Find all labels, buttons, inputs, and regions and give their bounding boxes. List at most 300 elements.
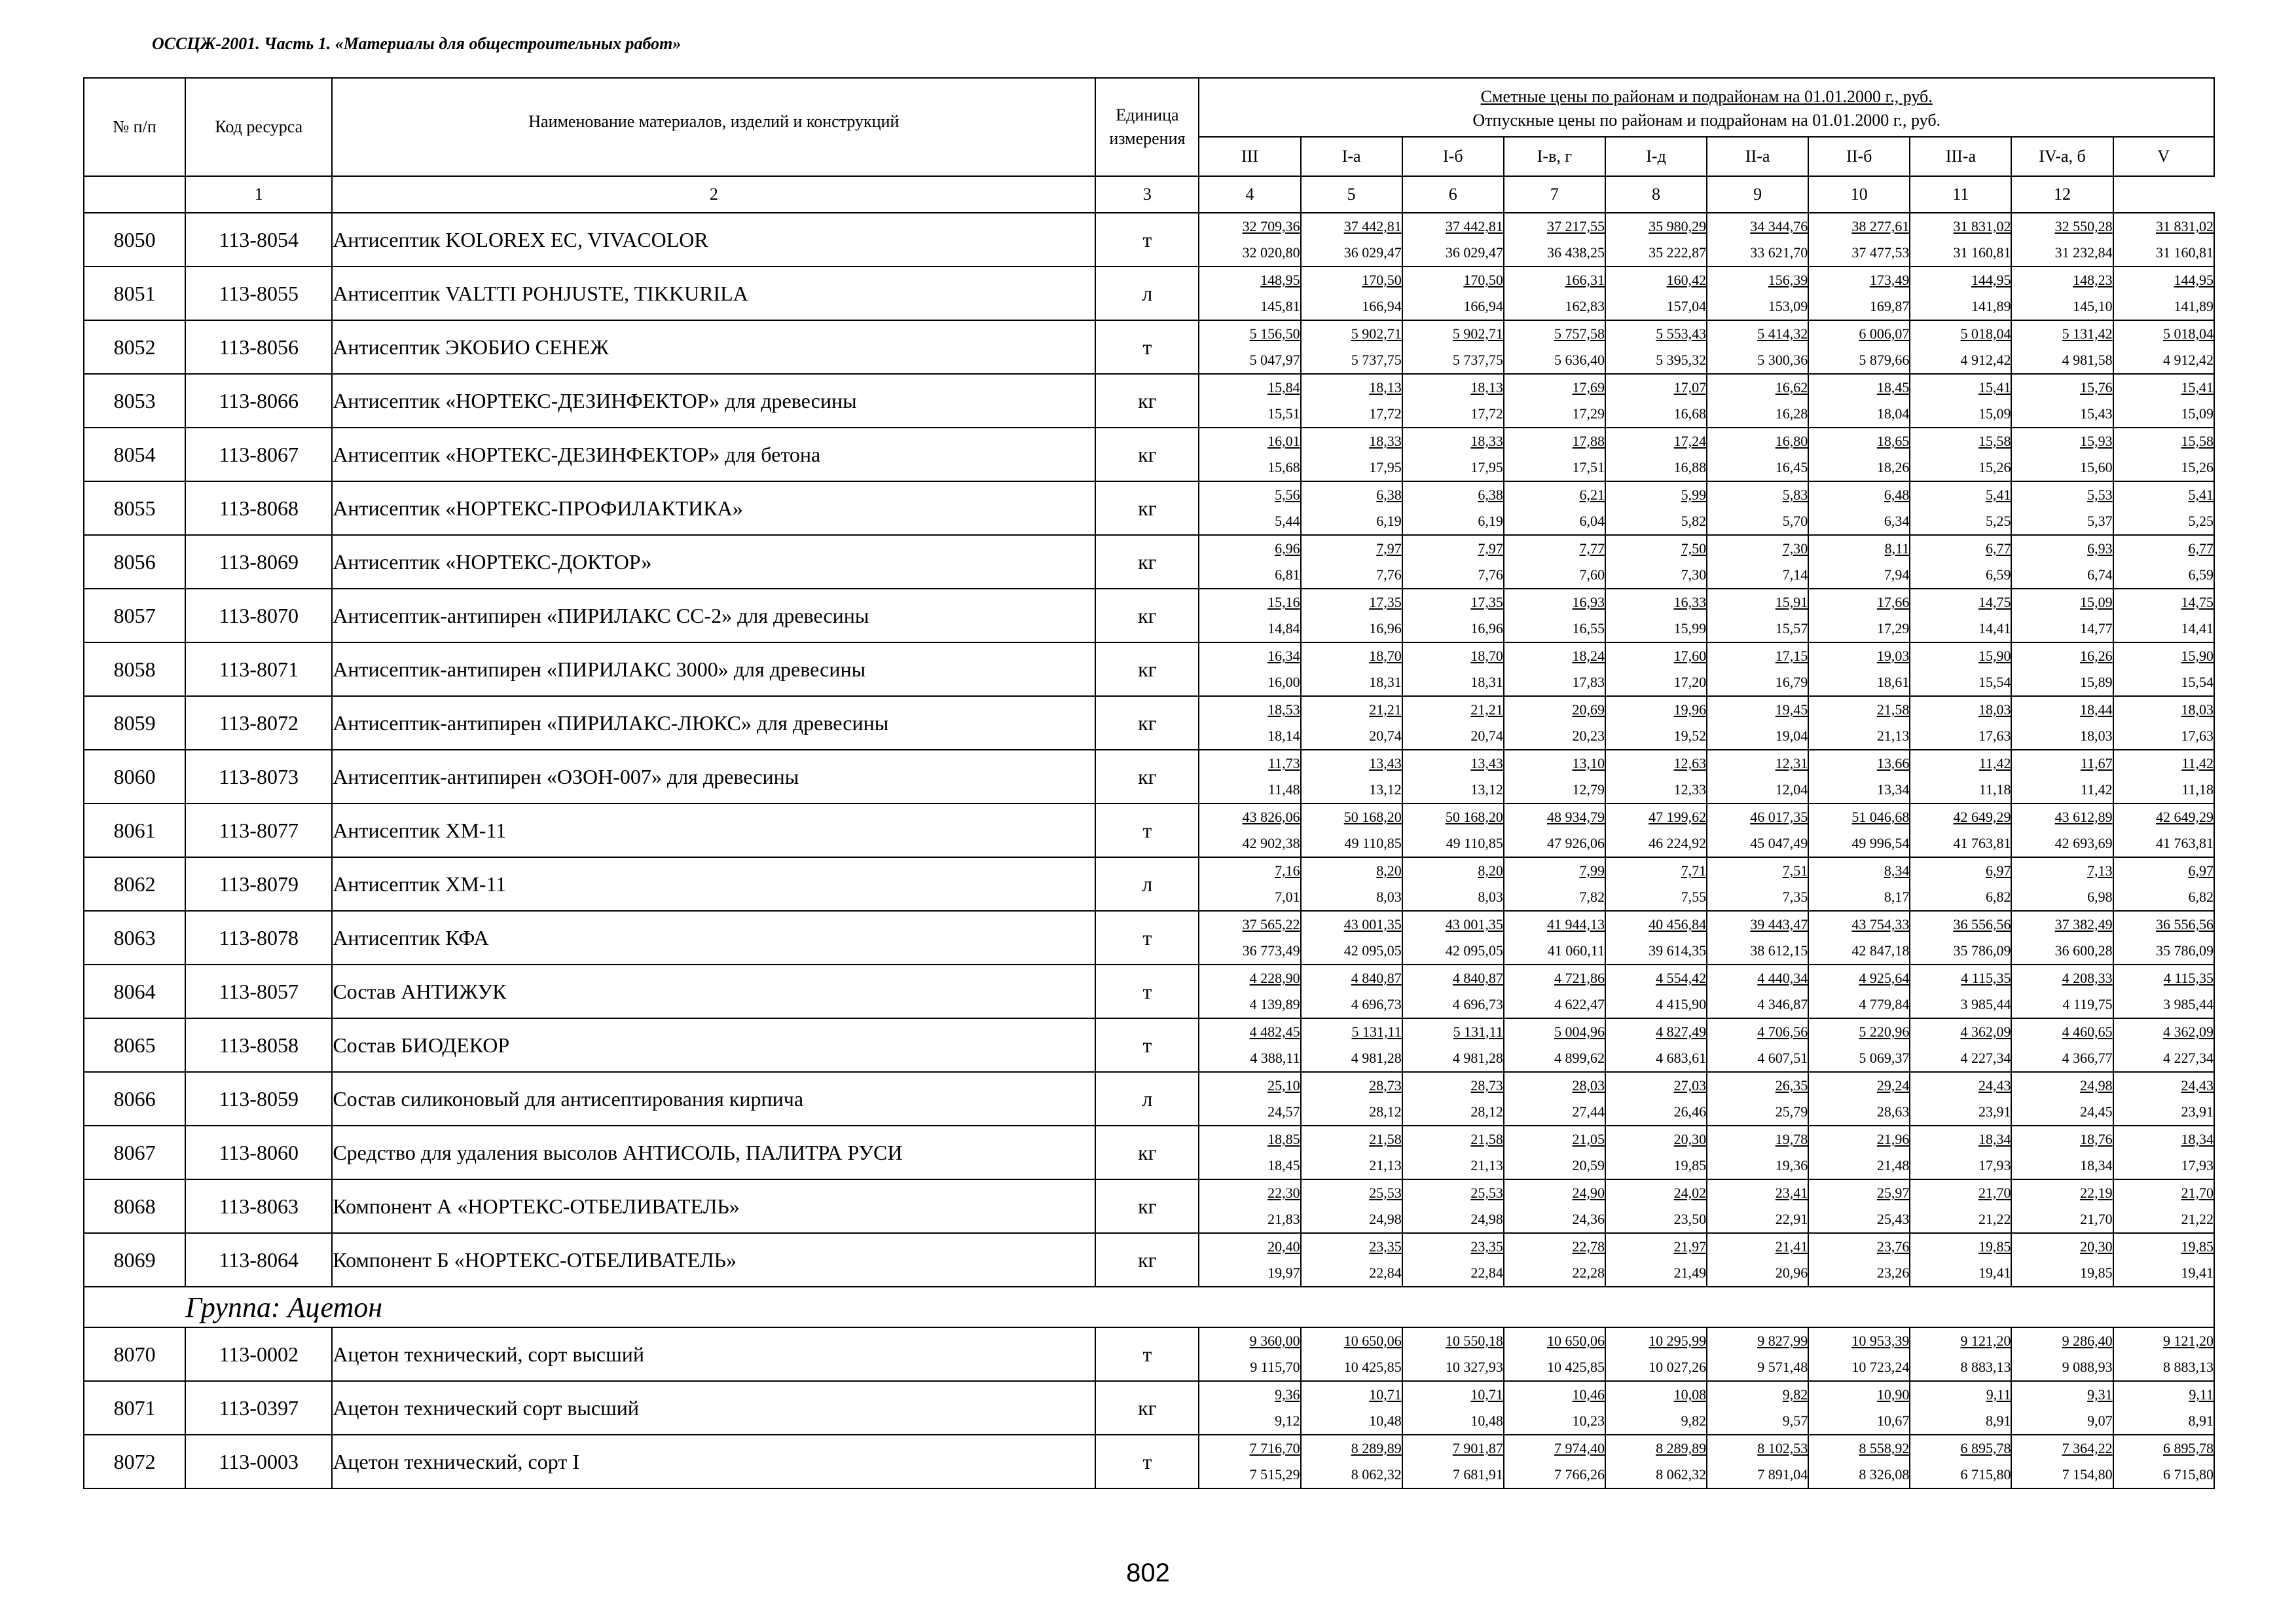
price-cell	[1504, 1126, 1605, 1179]
estimate-price: 17,69	[1572, 379, 1605, 396]
release-price: 9 115,70	[1250, 1359, 1300, 1375]
estimate-price: 4 228,90	[1249, 970, 1300, 986]
price-cell	[2011, 857, 2113, 911]
unit: т	[1095, 320, 1199, 374]
unit: л	[1095, 1072, 1199, 1126]
release-price: 11,42	[2080, 781, 2113, 798]
price-cell	[1301, 911, 1402, 965]
release-price: 9 571,48	[1757, 1359, 1808, 1375]
release-price: 8,03	[1478, 889, 1503, 905]
release-price: 6,59	[1985, 566, 2011, 583]
estimate-price: 9 827,99	[1757, 1333, 1808, 1349]
release-price: 6,19	[1478, 513, 1503, 529]
release-price: 15,51	[1267, 405, 1300, 422]
estimate-price: 21,96	[1876, 1131, 1910, 1147]
price-cell	[1707, 1233, 1808, 1287]
estimate-price: 20,40	[1267, 1238, 1300, 1255]
release-price: 7,82	[1579, 889, 1605, 905]
estimate-price: 173,49	[1869, 272, 1910, 288]
price-cell	[1707, 696, 1808, 750]
price-cell	[1910, 1435, 2011, 1488]
estimate-price: 5 757,58	[1554, 325, 1605, 342]
price-cell	[2011, 1072, 2113, 1126]
estimate-price: 4 362,09	[2163, 1024, 2214, 1040]
price-cell	[2113, 320, 2214, 374]
material-name: Состав силиконовый для антисептирования кирпича	[332, 1072, 1095, 1126]
price-cell	[2113, 857, 2214, 911]
material-name: Антисептик «НОРТЕКС-ДЕЗИНФЕКТОР» для древесины	[332, 374, 1095, 428]
release-price: 32 020,80	[1242, 244, 1300, 261]
release-price: 17,93	[1978, 1157, 2011, 1173]
estimate-price: 18,70	[1369, 648, 1402, 664]
header-region: I-д	[1605, 137, 1707, 176]
estimate-price: 21,58	[1876, 701, 1910, 718]
price-cell	[1605, 1179, 1707, 1233]
release-price: 7 681,91	[1452, 1466, 1503, 1483]
header-col-no: № п/п	[84, 78, 185, 176]
estimate-price: 17,66	[1876, 594, 1910, 610]
material-name: Состав БИОДЕКОР	[332, 1018, 1095, 1072]
estimate-price: 25,53	[1369, 1185, 1402, 1201]
release-price: 17,20	[1673, 674, 1707, 690]
estimate-price: 5 553,43	[1656, 325, 1707, 342]
release-price: 4 981,28	[1351, 1050, 1402, 1066]
estimate-price: 5,56	[1275, 487, 1300, 503]
row-number: 8064	[84, 965, 185, 1018]
release-price: 31 160,81	[2156, 244, 2214, 261]
release-price: 5 737,75	[1452, 352, 1503, 368]
release-price: 11,18	[2181, 781, 2214, 798]
estimate-price: 6 006,07	[1859, 325, 1910, 342]
release-price: 18,34	[2080, 1157, 2113, 1173]
release-price: 24,98	[1369, 1211, 1402, 1227]
price-cell	[1301, 750, 1402, 803]
estimate-price: 18,76	[2080, 1131, 2113, 1147]
price-cell	[1605, 213, 1707, 267]
price-cell	[1199, 535, 1300, 589]
price-cell	[1707, 535, 1808, 589]
price-cell	[1707, 1327, 1808, 1381]
row-number: 8061	[84, 803, 185, 857]
price-cell	[1910, 1327, 2011, 1381]
estimate-price: 5,41	[2188, 487, 2214, 503]
release-price: 9,12	[1275, 1412, 1300, 1429]
release-price: 16,96	[1470, 620, 1503, 637]
release-price: 7,76	[1376, 566, 1402, 583]
resource-code: 113-0003	[185, 1435, 332, 1488]
price-cell	[1301, 320, 1402, 374]
release-price: 4 696,73	[1351, 996, 1402, 1012]
unit: т	[1095, 911, 1199, 965]
price-cell	[1199, 481, 1300, 535]
price-cell	[1301, 857, 1402, 911]
release-price: 18,03	[2080, 728, 2113, 744]
estimate-price: 10,46	[1572, 1386, 1605, 1403]
release-price: 22,84	[1369, 1264, 1402, 1281]
unit: т	[1095, 1435, 1199, 1488]
release-price: 20,74	[1470, 728, 1503, 744]
price-cell	[1301, 213, 1402, 267]
price-cell	[1910, 535, 2011, 589]
header-prices-estimate: Сметные цены по районам и подрайонам на 01.01.2000 г., руб.	[1480, 87, 1933, 106]
table-row	[84, 428, 2214, 481]
release-price: 9,82	[1681, 1412, 1707, 1429]
price-cell	[1910, 1072, 2011, 1126]
release-price: 24,57	[1267, 1103, 1300, 1120]
price-cell	[2011, 1435, 2113, 1488]
price-cell	[1707, 1381, 1808, 1435]
column-number: 12	[2011, 176, 2113, 213]
release-price: 33 621,70	[1750, 244, 1808, 261]
release-price: 35 222,87	[1649, 244, 1707, 261]
release-price: 10,67	[1876, 1412, 1910, 1429]
release-price: 28,63	[1876, 1103, 1910, 1120]
price-cell	[2113, 428, 2214, 481]
release-price: 7 154,80	[2062, 1466, 2113, 1483]
price-cell	[1707, 965, 1808, 1018]
estimate-price: 37 217,55	[1546, 218, 1605, 234]
release-price: 22,84	[1470, 1264, 1503, 1281]
release-price: 7,14	[1782, 566, 1808, 583]
price-cell	[1605, 1233, 1707, 1287]
price-cell	[2011, 213, 2113, 267]
price-cell	[1199, 750, 1300, 803]
release-price: 7,30	[1681, 566, 1707, 583]
estimate-price: 16,01	[1267, 433, 1300, 449]
estimate-price: 41 944,13	[1546, 916, 1605, 932]
estimate-price: 43 754,33	[1851, 916, 1910, 932]
price-cell	[1808, 642, 1910, 696]
material-name: Антисептик ХМ-11	[332, 803, 1095, 857]
estimate-price: 4 482,45	[1249, 1024, 1300, 1040]
resource-code: 113-8063	[185, 1179, 332, 1233]
estimate-price: 15,09	[2080, 594, 2113, 610]
release-price: 7 891,04	[1757, 1466, 1808, 1483]
estimate-price: 170,50	[1463, 272, 1503, 288]
estimate-price: 18,33	[1470, 433, 1503, 449]
release-price: 22,28	[1572, 1264, 1605, 1281]
price-cell	[1808, 1126, 1910, 1179]
unit: кг	[1095, 1381, 1199, 1435]
unit: т	[1095, 965, 1199, 1018]
price-cell	[1301, 267, 1402, 320]
resource-code: 113-8066	[185, 374, 332, 428]
release-price: 23,26	[1876, 1264, 1910, 1281]
release-price: 17,95	[1369, 459, 1402, 475]
resource-code: 113-8072	[185, 696, 332, 750]
price-cell	[2113, 1233, 2214, 1287]
price-cell	[1808, 750, 1910, 803]
estimate-price: 4 460,65	[2062, 1024, 2113, 1040]
material-name: Антисептик-антипирен «ОЗОН-007» для древесины	[332, 750, 1095, 803]
estimate-price: 18,03	[2181, 701, 2214, 718]
release-price: 4 683,61	[1656, 1050, 1707, 1066]
table-row	[84, 965, 2214, 1018]
unit: т	[1095, 213, 1199, 267]
resource-code: 113-8054	[185, 213, 332, 267]
release-price: 6,04	[1579, 513, 1605, 529]
release-price: 15,09	[1978, 405, 2011, 422]
release-price: 10,23	[1572, 1412, 1605, 1429]
release-price: 19,41	[1978, 1264, 2011, 1281]
price-cell	[2113, 1381, 2214, 1435]
resource-code: 113-8058	[185, 1018, 332, 1072]
price-cell	[2113, 1179, 2214, 1233]
release-price: 42 095,05	[1445, 942, 1503, 959]
estimate-price: 31 831,02	[2156, 218, 2214, 234]
column-number: 9	[1707, 176, 1808, 213]
estimate-price: 5 018,04	[2163, 325, 2214, 342]
material-name: Ацетон технический сорт высший	[332, 1381, 1095, 1435]
unit: кг	[1095, 374, 1199, 428]
estimate-price: 24,90	[1572, 1185, 1605, 1201]
resource-code: 113-8068	[185, 481, 332, 535]
price-cell	[1199, 965, 1300, 1018]
release-price: 15,99	[1673, 620, 1707, 637]
table-row	[84, 857, 2214, 911]
release-price: 6 715,80	[2163, 1466, 2214, 1483]
estimate-price: 17,88	[1572, 433, 1605, 449]
estimate-price: 4 840,87	[1452, 970, 1503, 986]
estimate-price: 9,11	[1986, 1386, 2011, 1403]
estimate-price: 5 156,50	[1249, 325, 1300, 342]
price-cell	[1504, 911, 1605, 965]
row-number: 8052	[84, 320, 185, 374]
estimate-price: 6,96	[1275, 540, 1300, 557]
release-price: 5 047,97	[1249, 352, 1300, 368]
price-cell	[1504, 428, 1605, 481]
release-price: 19,85	[1673, 1157, 1707, 1173]
release-price: 25,79	[1775, 1103, 1808, 1120]
release-price: 17,72	[1470, 405, 1503, 422]
estimate-price: 11,42	[1978, 755, 2011, 771]
price-cell	[1402, 320, 1504, 374]
column-number: 7	[1504, 176, 1605, 213]
release-price: 8 883,13	[1960, 1359, 2011, 1375]
release-price: 23,91	[2181, 1103, 2214, 1120]
estimate-price: 5 414,32	[1757, 325, 1808, 342]
unit: кг	[1095, 1126, 1199, 1179]
price-cell	[1199, 213, 1300, 267]
estimate-price: 24,02	[1673, 1185, 1707, 1201]
release-price: 17,51	[1572, 459, 1605, 475]
estimate-price: 23,35	[1470, 1238, 1503, 1255]
release-price: 9,07	[2087, 1412, 2113, 1429]
resource-code: 113-8073	[185, 750, 332, 803]
price-cell	[1301, 1072, 1402, 1126]
release-price: 6,74	[2087, 566, 2113, 583]
estimate-price: 144,95	[2174, 272, 2214, 288]
estimate-price: 43 612,89	[2054, 809, 2113, 825]
estimate-price: 15,16	[1267, 594, 1300, 610]
price-cell	[1910, 803, 2011, 857]
estimate-price: 36 556,56	[2156, 916, 2214, 932]
release-price: 6,82	[2188, 889, 2214, 905]
unit: л	[1095, 267, 1199, 320]
estimate-price: 28,73	[1369, 1077, 1402, 1094]
price-cell	[1402, 1179, 1504, 1233]
release-price: 18,45	[1267, 1157, 1300, 1173]
price-cell	[2011, 1179, 2113, 1233]
price-cell	[1199, 320, 1300, 374]
estimate-price: 21,58	[1369, 1131, 1402, 1147]
estimate-price: 5 018,04	[1960, 325, 2011, 342]
estimate-price: 6 895,78	[1960, 1440, 2011, 1456]
price-cell	[2113, 1327, 2214, 1381]
price-cell	[1402, 857, 1504, 911]
material-name: Компонент Б «НОРТЕКС-ОТБЕЛИВАТЕЛЬ»	[332, 1233, 1095, 1287]
estimate-price: 7,97	[1376, 540, 1402, 557]
release-price: 15,09	[2181, 405, 2214, 422]
material-name: Антисептик ХМ-11	[332, 857, 1095, 911]
release-price: 6,82	[1985, 889, 2011, 905]
price-cell	[1910, 696, 2011, 750]
unit: кг	[1095, 696, 1199, 750]
release-price: 35 786,09	[1953, 942, 2011, 959]
release-price: 4 981,58	[2062, 352, 2113, 368]
table-row	[84, 589, 2214, 642]
material-name: Средство для удаления высолов АНТИСОЛЬ, ПАЛИТРА РУСИ	[332, 1126, 1095, 1179]
estimate-price: 4 208,33	[2062, 970, 2113, 986]
price-cell	[1402, 803, 1504, 857]
price-cell	[1402, 642, 1504, 696]
estimate-price: 16,34	[1267, 648, 1300, 664]
price-cell	[1910, 374, 2011, 428]
release-price: 20,23	[1572, 728, 1605, 744]
price-cell	[1199, 1327, 1300, 1381]
price-cell	[2011, 1327, 2113, 1381]
material-name: Компонент А «НОРТЕКС-ОТБЕЛИВАТЕЛЬ»	[332, 1179, 1095, 1233]
price-cell	[1808, 589, 1910, 642]
release-price: 21,70	[2080, 1211, 2113, 1227]
price-cell	[1707, 803, 1808, 857]
estimate-price: 5,53	[2087, 487, 2113, 503]
price-cell	[1910, 320, 2011, 374]
price-cell	[1605, 965, 1707, 1018]
release-price: 10 425,85	[1546, 1359, 1605, 1375]
release-price: 21,48	[1876, 1157, 1910, 1173]
estimate-price: 144,95	[1971, 272, 2011, 288]
price-cell	[1301, 374, 1402, 428]
release-price: 20,96	[1775, 1264, 1808, 1281]
release-price: 169,87	[1869, 298, 1910, 314]
release-price: 10 723,24	[1851, 1359, 1910, 1375]
table-row	[84, 1435, 2214, 1488]
release-price: 11,48	[1267, 781, 1300, 798]
release-price: 17,29	[1572, 405, 1605, 422]
estimate-price: 5 004,96	[1554, 1024, 1605, 1040]
estimate-price: 21,97	[1673, 1238, 1707, 1255]
price-cell	[1707, 1435, 1808, 1488]
release-price: 18,61	[1876, 674, 1910, 690]
release-price: 19,36	[1775, 1157, 1808, 1173]
price-cell	[1808, 535, 1910, 589]
column-number-blank	[84, 176, 185, 213]
release-price: 19,41	[2181, 1264, 2214, 1281]
price-cell	[1504, 1018, 1605, 1072]
estimate-price: 25,53	[1470, 1185, 1503, 1201]
release-price: 16,45	[1775, 459, 1808, 475]
material-name: Состав АНТИЖУК	[332, 965, 1095, 1018]
column-number: 4	[1199, 176, 1300, 213]
price-cell	[2011, 803, 2113, 857]
price-cell	[1707, 1179, 1808, 1233]
row-number: 8063	[84, 911, 185, 965]
table-row	[84, 481, 2214, 535]
price-cell	[1199, 911, 1300, 965]
estimate-price: 15,90	[1978, 648, 2011, 664]
estimate-price: 7,97	[1478, 540, 1503, 557]
release-price: 145,81	[1260, 298, 1300, 314]
release-price: 5,25	[1985, 513, 2011, 529]
estimate-price: 21,70	[1978, 1185, 2011, 1201]
row-number: 8068	[84, 1179, 185, 1233]
estimate-price: 4 115,35	[2163, 970, 2214, 986]
estimate-price: 11,42	[2181, 755, 2214, 771]
estimate-price: 5 220,96	[1859, 1024, 1910, 1040]
table-row	[84, 213, 2214, 267]
estimate-price: 148,23	[2073, 272, 2113, 288]
release-price: 15,26	[2181, 459, 2214, 475]
estimate-price: 27,03	[1673, 1077, 1707, 1094]
header-region: IV-а, б	[2011, 137, 2113, 176]
table-row	[84, 750, 2214, 803]
price-cell	[1808, 696, 1910, 750]
estimate-price: 42 649,29	[1953, 809, 2011, 825]
estimate-price: 15,91	[1775, 594, 1808, 610]
release-price: 36 773,49	[1242, 942, 1300, 959]
estimate-price: 9,11	[2189, 1386, 2214, 1403]
price-cell	[2113, 911, 2214, 965]
estimate-price: 9,36	[1275, 1386, 1300, 1403]
release-price: 7,94	[1884, 566, 1910, 583]
release-price: 24,98	[1470, 1211, 1503, 1227]
release-price: 4 227,34	[2163, 1050, 2214, 1066]
unit: кг	[1095, 1233, 1199, 1287]
price-cell	[1301, 1018, 1402, 1072]
price-cell	[2011, 481, 2113, 535]
column-number: 2	[332, 176, 1095, 213]
row-number: 8062	[84, 857, 185, 911]
price-cell	[1808, 1327, 1910, 1381]
price-cell	[1402, 374, 1504, 428]
estimate-price: 21,21	[1369, 701, 1402, 718]
header-region: I-в, г	[1504, 137, 1605, 176]
price-cell	[1910, 857, 2011, 911]
price-cell	[1910, 267, 2011, 320]
estimate-price: 16,33	[1673, 594, 1707, 610]
estimate-price: 8 558,92	[1859, 1440, 1910, 1456]
row-number: 8060	[84, 750, 185, 803]
estimate-price: 4 554,42	[1656, 970, 1707, 986]
price-cell	[1605, 1381, 1707, 1435]
release-price: 6,81	[1275, 566, 1300, 583]
estimate-price: 15,93	[2080, 433, 2113, 449]
price-cell	[1504, 1233, 1605, 1287]
release-price: 26,46	[1673, 1103, 1707, 1120]
price-cell	[1605, 589, 1707, 642]
price-cell	[1707, 911, 1808, 965]
price-cell	[2113, 1126, 2214, 1179]
estimate-price: 21,58	[1470, 1131, 1503, 1147]
release-price: 8 062,32	[1351, 1466, 1402, 1483]
estimate-price: 10 550,18	[1445, 1333, 1503, 1349]
release-price: 19,97	[1267, 1264, 1300, 1281]
estimate-price: 50 168,20	[1445, 809, 1503, 825]
unit: кг	[1095, 750, 1199, 803]
price-cell	[2113, 535, 2214, 589]
price-cell	[1199, 428, 1300, 481]
